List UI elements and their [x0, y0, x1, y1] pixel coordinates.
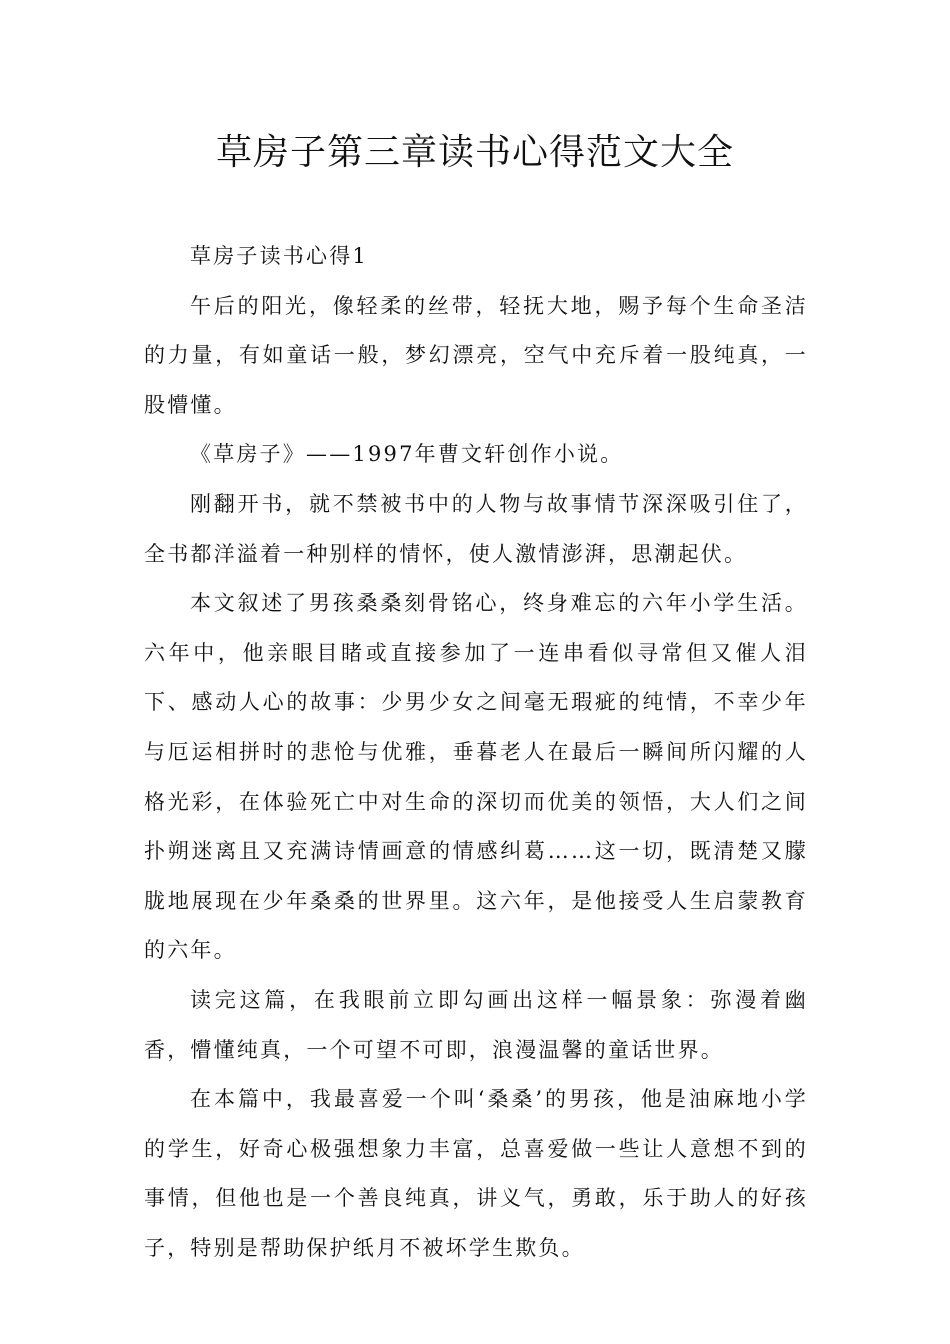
paragraph: 本文叙述了男孩桑桑刻骨铭心，终身难忘的六年小学生活。六年中，他亲眼目睹或直接参加了一连串看似寻常但又催人泪下、感动人心的故事：少男少女之间毫无瑕疵的纯情，不幸少年与厄运相拼时的悲怆与优雅，垂暮老人在最后一瞬间所闪耀的人格光彩，在体验死亡中对生命的深切而优美的领悟，大人们之间扑朔迷离且又充满诗情画意的情感纠葛……这一切，既清楚又朦胧地展现在少年桑桑的世界里。这六年，是他接受人生启蒙教育的六年。: [144, 591, 808, 963]
document-title: 草房子第三章读书心得范文大全: [215, 132, 734, 173]
paragraph: 刚翻开书，就不禁被书中的人物与故事情节深深吸引住了，全书都洋溢着一种别样的情怀，使人激情澎湃，思潮起伏。: [144, 491, 808, 566]
paragraph: 读完这篇，在我眼前立即勾画出这样一幅景象：弥漫着幽香，懵懂纯真，一个可望不可即，浪漫温馨的童话世界。: [144, 987, 808, 1062]
paragraph: 在本篇中，我最喜爱一个叫‘桑桑’的男孩，他是油麻地小学的学生，好奇心极强想象力丰富，总喜爱做一些让人意想不到的事情，但他也是一个善良纯真，讲义气，勇敢，乐于助人的好孩子，特别是帮助保护纸月不被坏学生欺负。: [144, 1087, 808, 1260]
paragraph: 《草房子》——1997年曹文轩创作小说。: [190, 442, 624, 467]
paragraph: 午后的阳光，像轻柔的丝带，轻抚大地，赐予每个生命圣洁的力量，有如童话一般，梦幻漂亮，空气中充斥着一股纯真，一股懵懂。: [144, 293, 808, 417]
document-body: [144, 232, 808, 1273]
paragraph-heading: 草房子读书心得1: [190, 244, 368, 268]
